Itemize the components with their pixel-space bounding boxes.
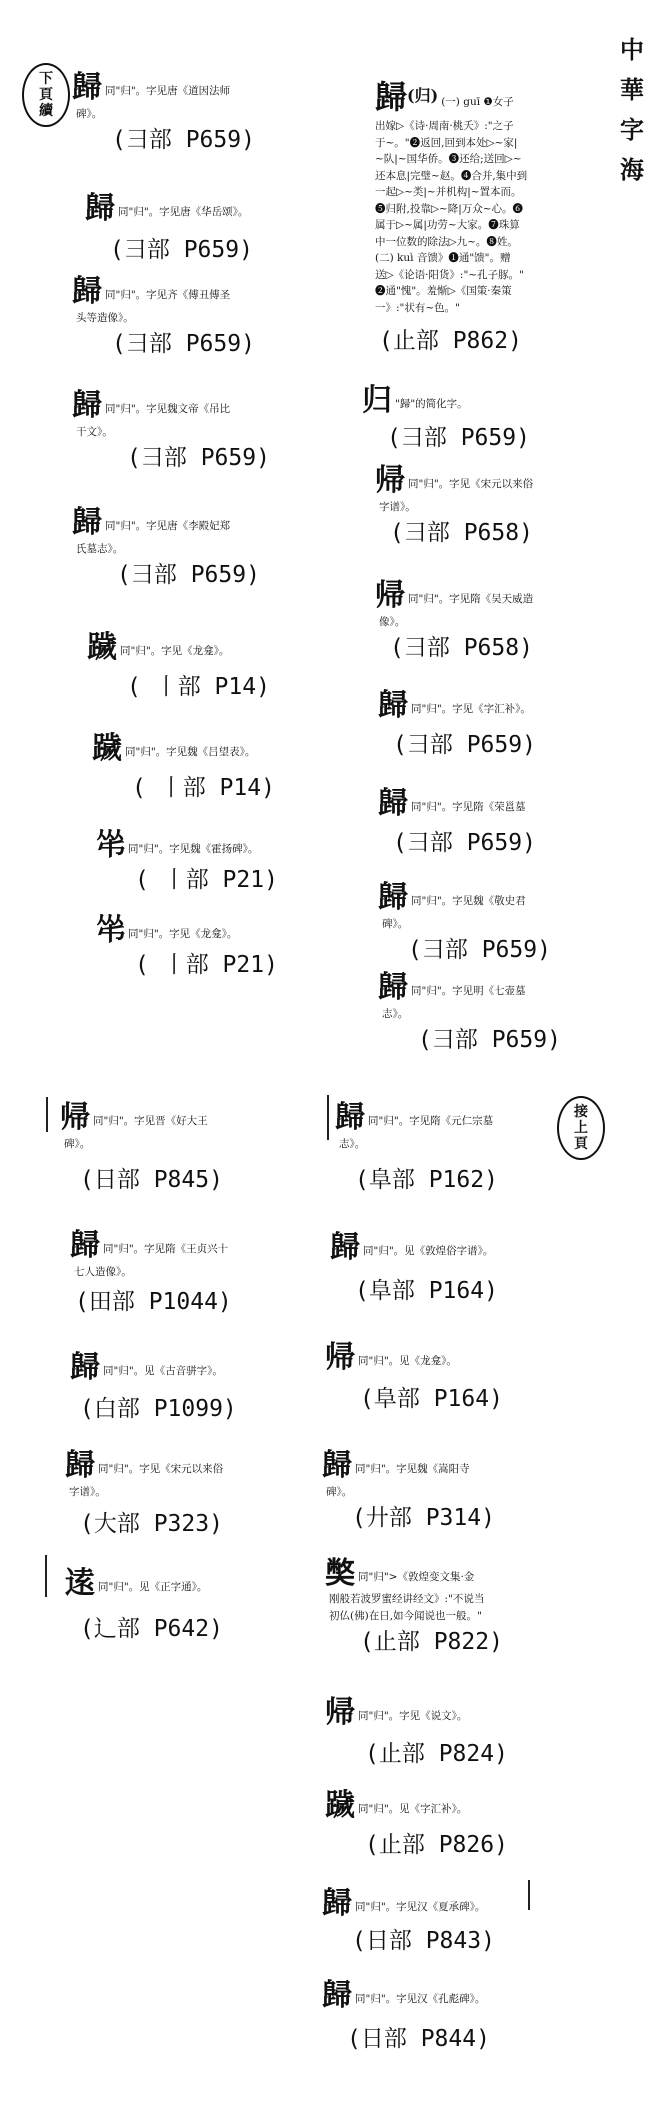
variant-entry bbox=[378, 872, 551, 967]
handwritten-radical-page-ref: (日部 P843) bbox=[352, 1928, 495, 1954]
entry-definition-cont: 碑》。 bbox=[76, 108, 103, 120]
main-entry-line: 一》:"状有~色。" bbox=[375, 301, 460, 314]
handwritten-radical-page-ref: (彐部 P659) bbox=[387, 425, 530, 451]
variant-entry bbox=[95, 825, 278, 897]
entry-definition: 同"归"。见《正字通》。 bbox=[98, 1581, 208, 1593]
handwritten-radical-page-ref: (止部 P824) bbox=[365, 1741, 508, 1767]
dictionary-title bbox=[612, 30, 652, 190]
entry-definition: 同"归"。字见《宋元以来俗 bbox=[98, 1463, 224, 1475]
handwritten-radical-page-ref: (彐部 P658) bbox=[390, 520, 533, 546]
handwritten-radical-page-ref: (廾部 P314) bbox=[352, 1505, 495, 1531]
handwritten-radical-page-ref: (大部 P323) bbox=[80, 1511, 223, 1537]
variant-entry bbox=[60, 1092, 223, 1197]
entry-definition: 同"归"。字见隋《元仁宗墓 bbox=[368, 1115, 494, 1127]
entry-headword: 歸 bbox=[70, 1228, 100, 1263]
handwritten-radical-page-ref: (彐部 P658) bbox=[390, 635, 533, 661]
variant-entry bbox=[72, 62, 255, 157]
main-entry-simplified: 归 bbox=[414, 86, 431, 105]
entry-definition: 同"归"。字见魏《敬史君 bbox=[411, 895, 526, 907]
variant-entry bbox=[325, 1555, 503, 1659]
stamp-char: 下 bbox=[39, 71, 53, 87]
entry-definition: 同"归"。见《古音骈字》。 bbox=[103, 1365, 223, 1377]
entry-headword: 歸 bbox=[85, 191, 115, 226]
main-entry-line: 出嫁▷《诗·周南·桃夭》:"之子 bbox=[375, 120, 514, 132]
entry-definition: 同"归"。字见齐《傅丑傅圣 bbox=[105, 289, 231, 301]
entry-definition: 同"归"。字见魏《霍扬碑》。 bbox=[128, 843, 259, 855]
stamp-char: 頁 bbox=[39, 87, 53, 103]
variant-entry bbox=[92, 723, 275, 805]
entry-definition-cont: 碑》。 bbox=[382, 918, 409, 930]
variant-entry bbox=[72, 266, 255, 361]
main-entry-line: 于~。"❷返回,回到本处▷~家| bbox=[375, 136, 518, 149]
handwritten-radical-page-ref: (彐部 P659) bbox=[393, 830, 536, 856]
entry-definition: 同"归"。见《字汇补》。 bbox=[358, 1803, 468, 1815]
handwritten-radical-page-ref: ( 丨部 P14) bbox=[132, 775, 275, 801]
title-char: 華 bbox=[620, 75, 644, 104]
entry-headword: 帰 bbox=[325, 1695, 355, 1730]
entry-definition-cont: 干文》。 bbox=[76, 426, 113, 438]
entry-headword: 歸 bbox=[378, 880, 408, 915]
entry-definition-cont: 像》。 bbox=[379, 616, 406, 628]
handwritten-radical-page-ref: (阜部 P164) bbox=[360, 1386, 503, 1412]
entry-definition: 同"归"。字见汉《夏承碑》。 bbox=[355, 1901, 486, 1913]
entry-definition-cont: 碑》。 bbox=[326, 1486, 353, 1498]
main-entry-line: 中一位数的除法▷九~。❽姓。 bbox=[375, 235, 518, 248]
entry-definition: 同"归"。见《敦煌俗字谱》。 bbox=[363, 1245, 494, 1257]
entry-headword: 帰 bbox=[375, 578, 405, 613]
handwritten-radical-page-ref: (日部 P844) bbox=[347, 2026, 490, 2052]
variant-entry bbox=[95, 910, 278, 982]
variant-entry bbox=[70, 1220, 232, 1319]
handwritten-radical-page-ref: (彐部 P659) bbox=[117, 562, 260, 588]
entry-definition-cont: 志》。 bbox=[339, 1138, 366, 1150]
entry-headword: 歸 bbox=[378, 970, 408, 1005]
entry-definition: "歸"的简化字。 bbox=[395, 398, 468, 410]
entry-definition: 同"归"。字见《宋元以来俗 bbox=[408, 478, 534, 490]
entry-headword: 帰 bbox=[325, 1340, 355, 1375]
variant-entry bbox=[70, 1342, 237, 1426]
variant-entry bbox=[335, 1092, 498, 1197]
main-entry-line: (一) guī ❶女子 bbox=[441, 96, 514, 108]
variant-entry bbox=[85, 183, 253, 267]
main-entry-line: ~队|~国华侨。❸还给;送回▷~ bbox=[375, 153, 522, 165]
entry-definition-cont: 字谱》。 bbox=[69, 1486, 106, 1498]
handwritten-radical-page-ref: (田部 P1044) bbox=[75, 1289, 232, 1315]
handwritten-radical-page-ref: (止部 P822) bbox=[360, 1629, 503, 1655]
entry-definition: 同"归"。字见隋《王贞兴十 bbox=[103, 1243, 229, 1255]
entry-headword: 歸 bbox=[322, 1978, 352, 2013]
handwritten-radical-page-ref: (止部 P862) bbox=[379, 328, 522, 354]
handwritten-radical-page-ref: (彐部 P659) bbox=[393, 732, 536, 758]
entry-definition: 同"归"。字见唐《道因法师 bbox=[105, 85, 231, 97]
entry-definition: 同"归"。字见隋《荣邕墓 bbox=[411, 801, 526, 813]
title-char: 海 bbox=[620, 155, 644, 184]
entry-definition-cont: 字谱》。 bbox=[379, 501, 416, 513]
entry-definition: 同"归"。字见汉《孔彪碑》。 bbox=[355, 1993, 486, 2005]
entry-headword: 歸 bbox=[72, 388, 102, 423]
main-entry-line: 一起▷~类|~并机构|~置本而。 bbox=[375, 186, 522, 198]
entry-definition: 同"归"。字见唐《华岳颂》。 bbox=[118, 206, 249, 218]
entry-headword: 歸 bbox=[378, 786, 408, 821]
entry-headword: 歸 bbox=[72, 70, 102, 105]
variant-entry bbox=[362, 375, 530, 455]
entry-headword: 歸 bbox=[322, 1886, 352, 1921]
entry-definition-cont: 氏墓志》。 bbox=[76, 543, 124, 555]
variant-entry bbox=[325, 1780, 508, 1862]
handwritten-radical-page-ref: (止部 P826) bbox=[365, 1832, 508, 1858]
handwritten-radical-page-ref: (彐部 P659) bbox=[110, 237, 253, 263]
variant-entry bbox=[65, 1558, 223, 1646]
entry-definition-cont: 头等造像》。 bbox=[76, 312, 134, 324]
entry-headword: 歸 bbox=[335, 1100, 365, 1135]
entry-definition: 同"归"。字见魏《嵩阳寺 bbox=[355, 1463, 470, 1475]
variant-entry bbox=[378, 962, 561, 1057]
entry-headword: 归 bbox=[362, 383, 392, 418]
entry-definition-cont: 七人造像》。 bbox=[74, 1266, 132, 1278]
entry-headword: 歸 bbox=[322, 1448, 352, 1483]
variant-entry bbox=[72, 380, 270, 475]
entry-definition: 同"归"。见《龙龛》。 bbox=[358, 1355, 457, 1367]
continued-from-previous-page-stamp bbox=[557, 1096, 605, 1160]
entry-headword: 䠩 bbox=[87, 630, 117, 665]
entry-definition: 同"归"。字见魏文帝《吊比 bbox=[105, 403, 231, 415]
variant-entry bbox=[65, 1440, 223, 1541]
handwritten-radical-page-ref: (阜部 P162) bbox=[355, 1167, 498, 1193]
entry-definition-cont: 碑》。 bbox=[64, 1138, 91, 1150]
entry-definition: 同"归"。字见《龙龛》。 bbox=[120, 645, 230, 657]
stamp-char: 上 bbox=[574, 1120, 588, 1136]
entry-headword: 𠁮 bbox=[95, 828, 125, 863]
margin-mark bbox=[528, 1880, 530, 1910]
variant-entry bbox=[322, 1440, 495, 1535]
title-char: 字 bbox=[620, 115, 644, 144]
entry-definition: 同"归"。字见《字汇补》。 bbox=[411, 703, 531, 715]
entry-headword: 歸 bbox=[65, 1448, 95, 1483]
entry-headword: 歸 bbox=[72, 274, 102, 309]
handwritten-radical-page-ref: ( 丨部 P21) bbox=[135, 867, 278, 893]
handwritten-radical-page-ref: (彐部 P659) bbox=[112, 331, 255, 357]
handwritten-radical-page-ref: (辶部 P642) bbox=[80, 1616, 223, 1642]
variant-entry bbox=[325, 1687, 508, 1771]
variant-entry bbox=[378, 680, 536, 762]
main-entry-line: 送▷《论语·阳货》:"~孔子豚。" bbox=[375, 268, 524, 281]
margin-mark bbox=[327, 1095, 329, 1140]
entry-definition: 同"归"。字见隋《吴天威造 bbox=[408, 593, 534, 605]
variant-entry bbox=[322, 1970, 490, 2056]
stamp-char: 頁 bbox=[574, 1136, 588, 1152]
entry-headword: 䠩 bbox=[92, 731, 122, 766]
continued-next-page-stamp bbox=[22, 63, 70, 127]
main-entry: 歸(归) (一) guī ❶女子 出嫁▷《诗·周南·桃夭》:"之子 于~。"❷返回,回到本处▷~家| ~队|~国华侨。❸还给;送回▷~ 还本息|完璧~赵。❹合并,集中到 一起▷~类|~并机构|~置本而。 ❺归附,投靠▷~降|万众~心。❻ 属于▷~属|功劳~大家。❼珠算 中一位数的除法▷九~。❽姓。 (二) kuì 音馈》❶通"馈"。赠 送▷《论语·阳货》:"~孔子豚。" ❷通"愧"。羞惭▷《国策·秦策 一》:"状有~色。" (止部 P862) bbox=[375, 72, 603, 358]
main-entry-line: 还本息|完璧~赵。❹合并,集中到 bbox=[375, 169, 528, 182]
main-entry-line: (二) kuì 音馈》❶通"馈"。赠 bbox=[375, 252, 511, 264]
entry-definition-cont: 志》。 bbox=[382, 1008, 409, 1020]
handwritten-radical-page-ref: (日部 P845) bbox=[80, 1167, 223, 1193]
entry-definition-cont: 刚般若波罗蜜经讲经文》:"不说当 bbox=[329, 1593, 485, 1605]
stamp-char: 續 bbox=[39, 103, 53, 119]
entry-headword: 歸 bbox=[378, 688, 408, 723]
entry-definition-cont: 初仏(佛)在日,如今闻说也一般。" bbox=[329, 1610, 482, 1622]
handwritten-radical-page-ref: ( 丨部 P21) bbox=[135, 952, 278, 978]
handwritten-radical-page-ref: (彐部 P659) bbox=[127, 445, 270, 471]
entry-definition: 同"归"。字见《龙龛》。 bbox=[128, 928, 238, 940]
variant-entry bbox=[375, 570, 533, 665]
variant-entry bbox=[325, 1332, 503, 1416]
handwritten-radical-page-ref: ( 丨部 P14) bbox=[127, 674, 270, 700]
variant-entry bbox=[330, 1222, 498, 1308]
entry-headword: 䠩 bbox=[325, 1788, 355, 1823]
handwritten-radical-page-ref: (阜部 P164) bbox=[355, 1278, 498, 1304]
handwritten-radical-page-ref: (彐部 P659) bbox=[408, 937, 551, 963]
entry-headword: 歸 bbox=[330, 1230, 360, 1265]
main-entry-headword: 歸 bbox=[375, 78, 408, 116]
handwritten-radical-page-ref: (彐部 P659) bbox=[418, 1027, 561, 1053]
entry-headword: 𡚁 bbox=[325, 1556, 355, 1591]
variant-entry bbox=[72, 497, 260, 592]
entry-definition: 同"归"。字见晋《好大王 bbox=[93, 1115, 208, 1127]
entry-headword: 帰 bbox=[60, 1100, 90, 1135]
entry-headword: 𠁮 bbox=[95, 913, 125, 948]
entry-headword: 歸 bbox=[70, 1350, 100, 1385]
handwritten-radical-page-ref: (彐部 P659) bbox=[112, 127, 255, 153]
variant-entry bbox=[322, 1878, 495, 1958]
entry-definition: 同"归"。字见唐《李殿妃郑 bbox=[105, 520, 231, 532]
title-char: 中 bbox=[620, 35, 644, 64]
variant-entry bbox=[375, 455, 533, 550]
entry-definition: 同"归"。字见明《七壶墓 bbox=[411, 985, 526, 997]
entry-headword: 逺 bbox=[65, 1566, 95, 1601]
stamp-char: 接 bbox=[574, 1104, 588, 1120]
entry-headword: 歸 bbox=[72, 505, 102, 540]
entry-definition: 同"归"。字见魏《吕望表》。 bbox=[125, 746, 256, 758]
variant-entry bbox=[378, 778, 536, 860]
entry-headword: 帰 bbox=[375, 463, 405, 498]
entry-definition: 同"归"。字见《说文》。 bbox=[358, 1710, 468, 1722]
margin-mark bbox=[45, 1555, 47, 1597]
handwritten-radical-page-ref: (白部 P1099) bbox=[80, 1396, 237, 1422]
margin-mark bbox=[46, 1097, 48, 1132]
entry-definition: 同"归">《敦煌变文集·金 bbox=[358, 1571, 475, 1583]
main-entry-line: 属于▷~属|功劳~大家。❼珠算 bbox=[375, 219, 520, 231]
main-entry-line: ❺归附,投靠▷~降|万众~心。❻ bbox=[375, 202, 524, 215]
main-entry-line: ❷通"愧"。羞惭▷《国策·秦策 bbox=[375, 285, 512, 297]
variant-entry bbox=[87, 622, 270, 704]
